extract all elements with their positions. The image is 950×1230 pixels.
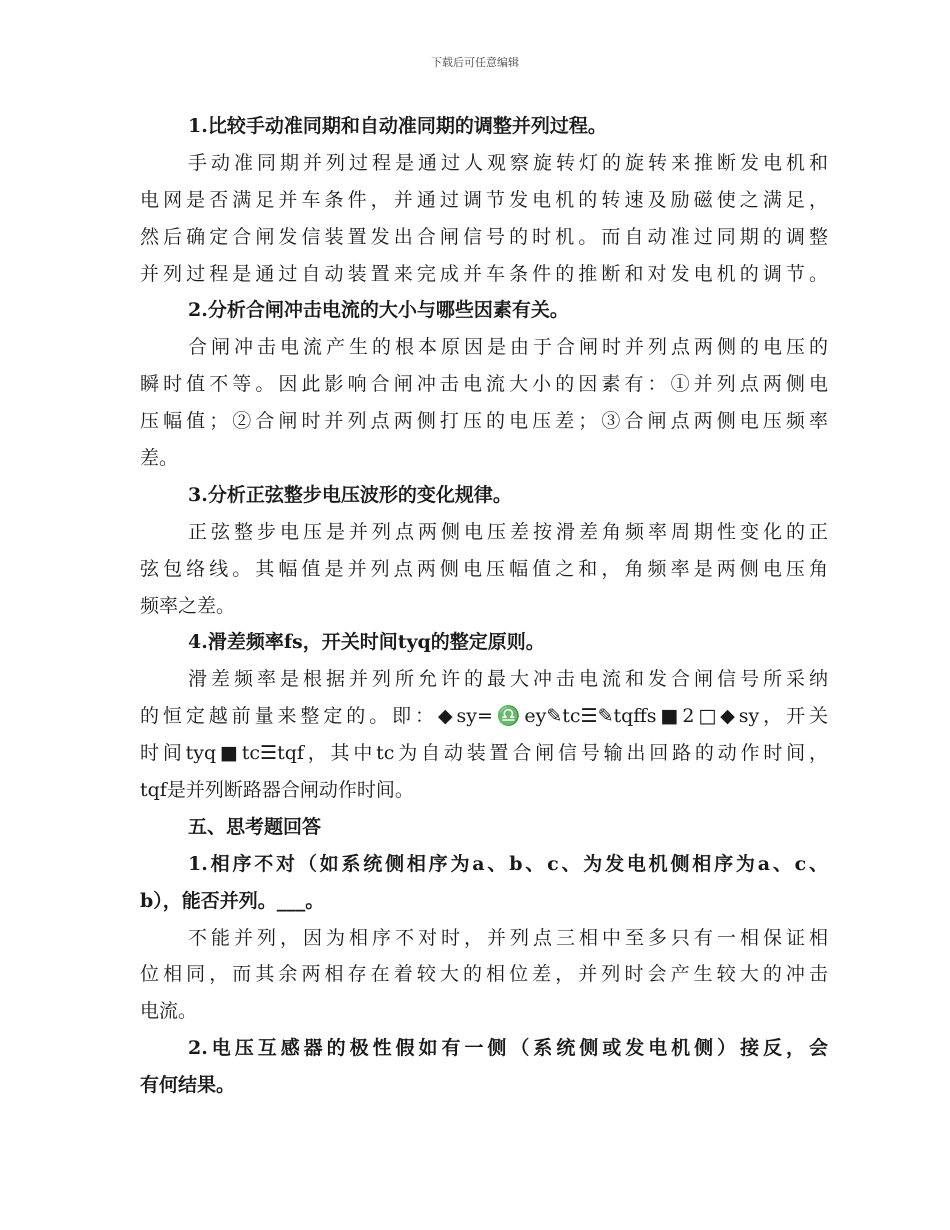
question-heading: 2.电压互感器的极性假如有一侧（系统侧或发电机侧）接反，会 bbox=[188, 1037, 828, 1060]
question-heading: 3.分析正弦整步电压波形的变化规律。 bbox=[188, 483, 512, 506]
page-header-note: 下载后可任意编辑 bbox=[431, 56, 519, 69]
body-text-line: 位相同，而其余两相存在着较大的相位差，并列时会产生较大的冲击 bbox=[140, 963, 828, 986]
body-text-line: tqf是并列断路器合闸动作时间。 bbox=[140, 779, 414, 802]
body-text-line: 压幅值；②合闸时并列点两侧打压的电压差；③合闸点两侧电压频率 bbox=[140, 410, 828, 433]
section-heading: 五、思考题回答 bbox=[188, 815, 322, 838]
body-text-line: 电流。 bbox=[140, 1000, 198, 1023]
question-heading: 有何结果。 bbox=[140, 1074, 236, 1097]
document-body bbox=[140, 108, 828, 1104]
question-heading: 1.相序不对（如系统侧相序为a、b、c、为发电机侧相序为a、c、 bbox=[188, 852, 828, 875]
body-text-line: 然后确定合闸发信装置发出合闸信号的时机。而自动准过同期的调整 bbox=[140, 225, 828, 248]
body-text-line: 滑差频率是根据并列所允许的最大冲击电流和发合闸信号所采纳 bbox=[188, 668, 828, 691]
body-text-line: 瞬时值不等。因此影响合闸冲击电流大小的因素有：①并列点两侧电 bbox=[140, 373, 828, 396]
body-text-line: 正弦整步电压是并列点两侧电压差按滑差角频率周期性变化的正 bbox=[188, 520, 828, 543]
body-text-line: 频率之差。 bbox=[140, 594, 236, 617]
body-text-line: 弦包络线。其幅值是并列点两侧电压幅值之和，角频率是两侧电压角 bbox=[140, 557, 828, 580]
question-heading: 1.比较手动准同期和自动准同期的调整并列过程。 bbox=[188, 115, 607, 137]
body-text-line: 差。 bbox=[140, 447, 179, 470]
body-text-line: 手动准同期并列过程是通过人观察旋转灯的旋转来推断发电机和 bbox=[188, 151, 828, 174]
body-text-line: 电网是否满足并车条件，并通过调节发电机的转速及励磁使之满足， bbox=[140, 188, 828, 211]
question-heading: 2.分析合闸冲击电流的大小与哪些因素有关。 bbox=[188, 299, 569, 322]
body-text-line: 不能并列，因为相序不对时，并列点三相中至多只有一相保证相 bbox=[188, 926, 828, 949]
body-text-line: 的恒定越前量来整定的。即：◆sy=♎ey✎tc☰✎tqffs■2□◆sy，开关 bbox=[140, 705, 828, 728]
body-text-line: 合闸冲击电流产生的根本原因是由于合闸时并列点两侧的电压的 bbox=[188, 336, 828, 359]
question-heading: 4.滑差频率fs，开关时间tyq的整定原则。 bbox=[188, 631, 545, 654]
body-text-line: 时间tyq■tc☰tqf，其中tc为自动装置合闸信号输出回路的动作时间， bbox=[140, 742, 828, 765]
body-text-line: 并列过程是通过自动装置来完成并车条件的推断和对发电机的调节。 bbox=[140, 262, 828, 285]
question-heading: b），能否并列。___。 bbox=[140, 889, 325, 912]
